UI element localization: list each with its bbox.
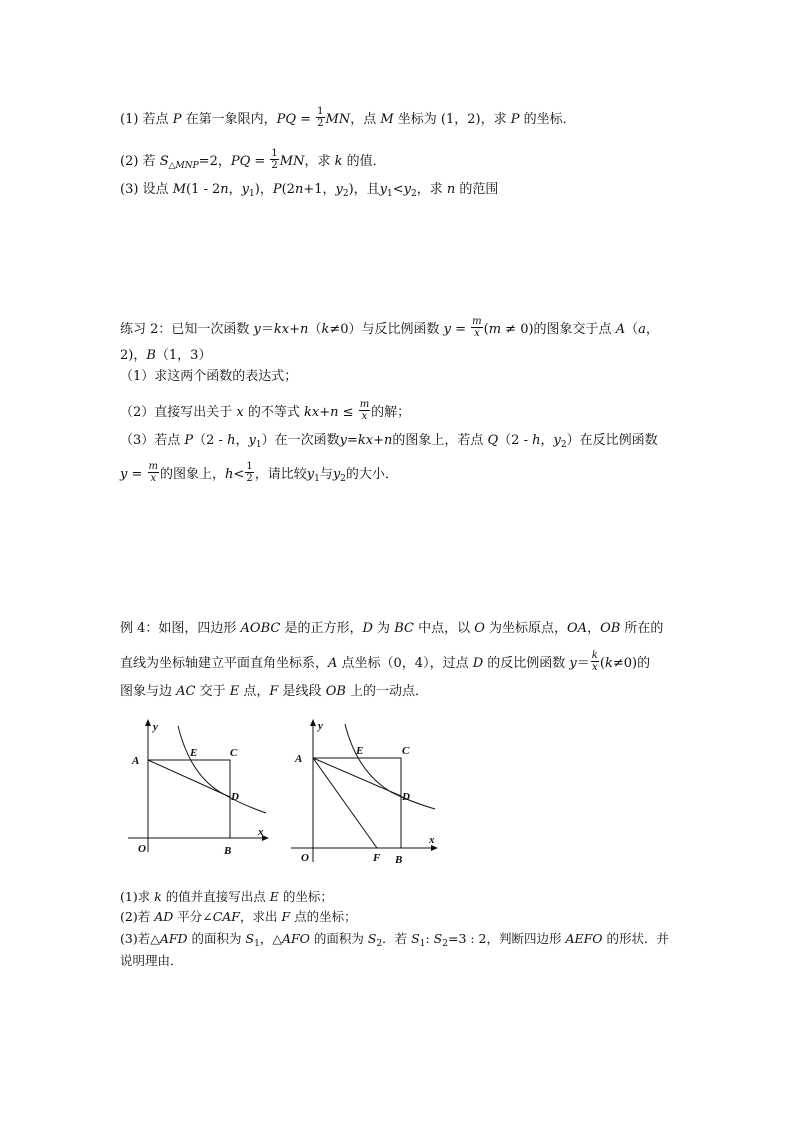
square-aobc — [148, 760, 230, 838]
fraction-m-over-x: $\frac{m}{x}$ — [359, 399, 370, 422]
ex4-sub2: (2)若 AD 平分∠CAF，求出 F 点的坐标； — [120, 909, 357, 924]
ex4-line1: 例 4：如图，四边形 AOBC 是的正方形，D 为 BC 中点，以 O 为坐标原点，OA，OB 所在的 — [120, 621, 664, 636]
label-b: B — [224, 845, 232, 857]
square-aobc — [313, 758, 401, 848]
label-y: y — [153, 721, 158, 733]
figure-square-no-f — [120, 712, 280, 862]
ex2-line4: （2）直接写出关于 x 的不等式 kx+n ≤ $\frac{m}{x}$ 的解； — [120, 399, 411, 422]
ex2-line5: （3）若点 P（2 - h，$y_1$）在一次函数y=kx+n的图象上，若点 Q（2 - h，$y_2$）在反比例函数 — [120, 433, 658, 450]
fraction-half: $\frac{1}{2}$ — [317, 106, 324, 129]
ex2-line3: （1）求这两个函数的表达式； — [120, 369, 298, 384]
label-y: y — [318, 720, 323, 732]
fraction-half: $\frac{1}{2}$ — [271, 148, 278, 171]
ex2-line2: 2)，B（1，3） — [120, 348, 212, 363]
fraction-k-over-x: $\frac{k}{x}$ — [591, 650, 598, 673]
label-o: O — [138, 843, 146, 855]
ex2-line6: y = $\frac{m}{x}$ 的图象上，h< $\frac{1}{2}$ ，请比较$y_1$与$y_2$的大小． — [120, 461, 398, 484]
ex4-sub1: (1)求 k 的值并直接写出点 E 的坐标； — [120, 889, 333, 904]
ex4-line2: 直线为坐标轴建立平面直角坐标系，A 点坐标（0，4），过点 D 的反比例函数 y＝ $\frac{k}{x}$ (k≠0)的 — [120, 650, 651, 673]
ex4-sub4: 说明理由． — [120, 953, 183, 968]
label-c: C — [230, 747, 238, 759]
hyperbola-curve — [178, 726, 266, 813]
label-a: A — [132, 755, 140, 767]
segment-ad — [148, 760, 230, 797]
label-x: x — [429, 834, 435, 846]
fraction-m-over-x: $\frac{m}{x}$ — [148, 461, 159, 484]
label-d: D — [402, 791, 410, 803]
ex2-line1: 练习 2：已知一次函数 y＝kx+n（k≠0）与反比例函数 y = $\frac{m}{x}$ (m ≠ 0)的图象交于点 A（a， — [120, 316, 659, 339]
label-c: C — [402, 745, 410, 757]
label-o: O — [301, 852, 309, 864]
label-d: D — [231, 791, 239, 803]
ex4-sub3: (3)若△AFD 的面积为 $S_1$，△AFO 的面积为 $S_2$．若 $S_1$: $S_2=3$ : 2，判断四边形 AEFO 的形状．并 — [120, 931, 670, 949]
label-b: B — [395, 854, 403, 866]
q1-part2: (2) 若 $S_{\triangle MNP}=2$，PQ = $\frac{1}{2}$ MN，求 k 的值． — [120, 148, 386, 171]
hyperbola-curve — [345, 724, 435, 809]
label-f: F — [373, 852, 381, 864]
label-a: A — [295, 753, 303, 765]
q1-part3: (3) 设点 M(1 - 2n，$y_1$)，P(2n+1，$y_2$)，且$y_1<y_2$，求 n 的范围 — [120, 182, 499, 199]
fraction-m-over-x: $\frac{m}{x}$ — [472, 316, 482, 339]
label-e: E — [190, 747, 198, 759]
label-e: E — [356, 745, 364, 757]
ex4-line3: 图象与边 AC 交于 E 点，F 是线段 OB 上的一动点． — [120, 684, 429, 699]
q1-part1: (1) 若点 P 在第一象限内，PQ = $\frac{1}{2}$ MN，点 M 坐标为 (1，2)，求 P 的坐标． — [120, 106, 576, 129]
fraction-half: $\frac{1}{2}$ — [246, 461, 253, 484]
figure-square-with-f — [285, 712, 450, 867]
label-x: x — [258, 826, 264, 838]
